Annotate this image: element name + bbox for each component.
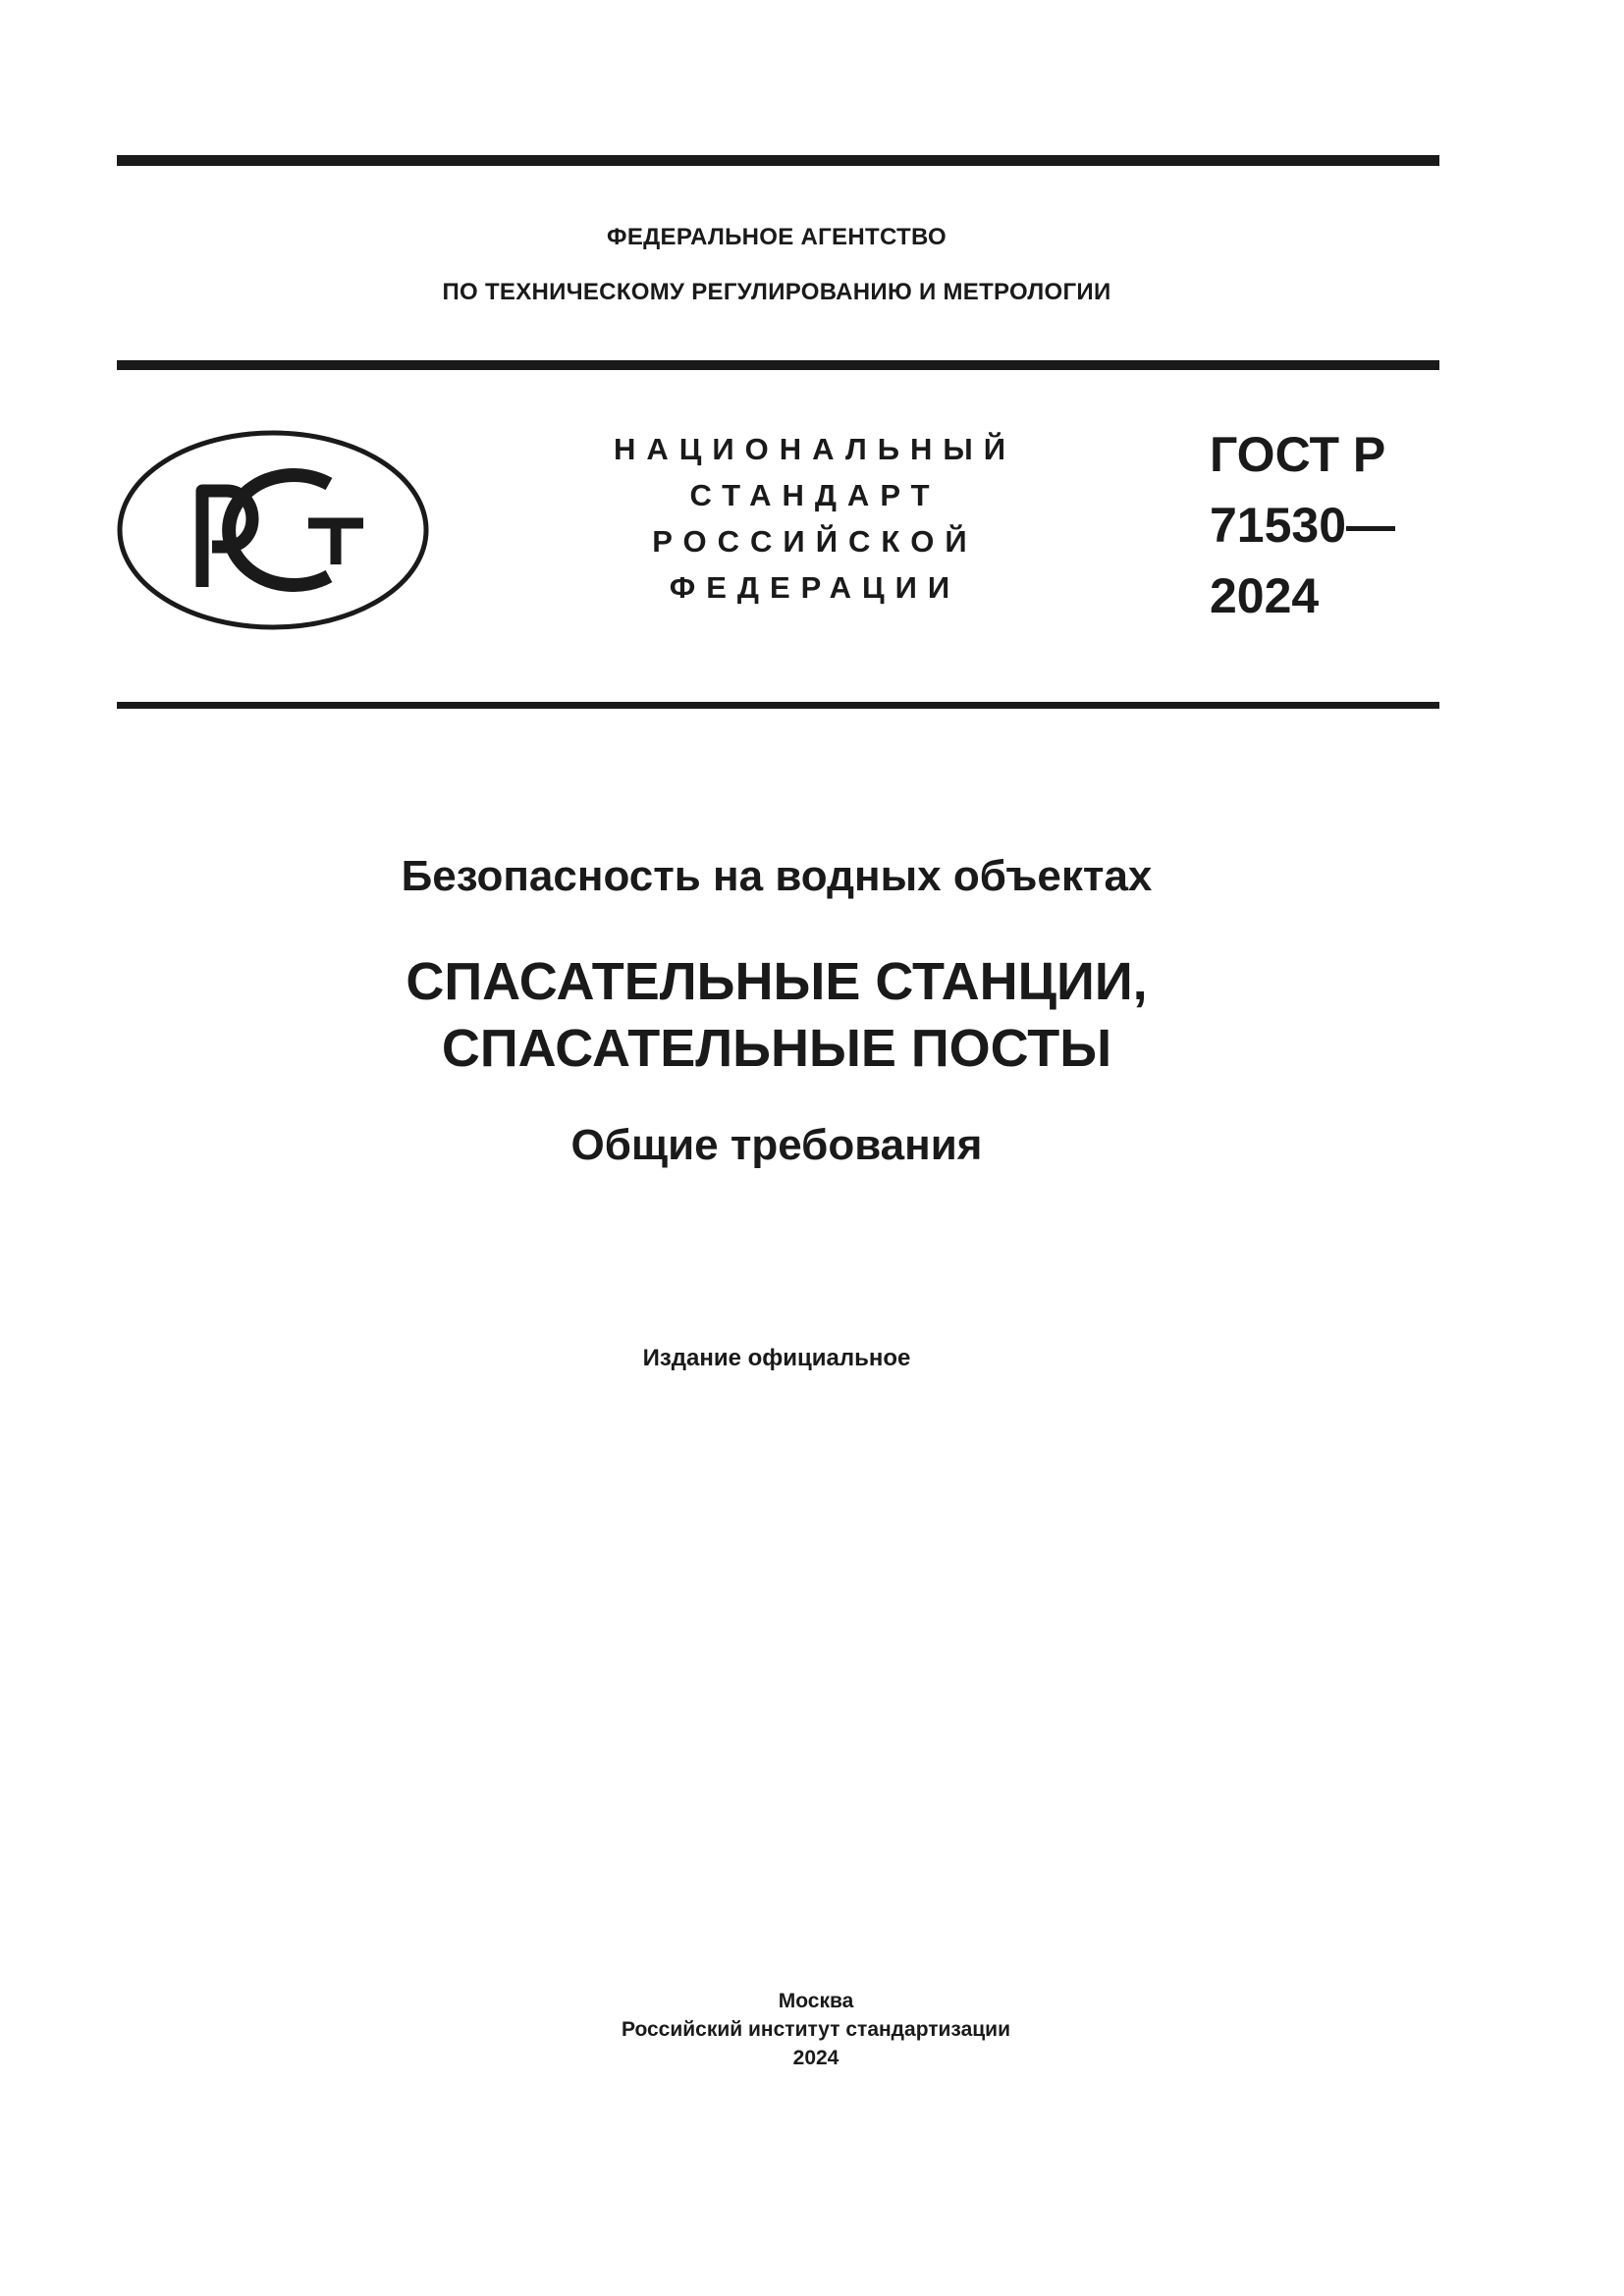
agency-line-1: ФЕДЕРАЛЬНОЕ АГЕНТСТВО	[607, 224, 947, 250]
document-title	[0, 948, 1553, 1082]
imprint-year: 2024	[792, 2047, 839, 2069]
document-title-line-2: СПАСАТЕЛЬНЫЕ ПОСТЫ	[441, 1019, 1112, 1078]
document-subject: Безопасность на водных объектах	[401, 852, 1153, 900]
document-title-line-1: СПАСАТЕЛЬНЫЕ СТАНЦИИ,	[406, 952, 1148, 1011]
standard-type-line-4: ФЕДЕРАЦИИ	[669, 570, 961, 605]
designation-line-2: 71530—	[1210, 498, 1396, 553]
edition-note: Издание официальное	[642, 1345, 911, 1371]
document-subtitle: Общие требования	[570, 1121, 983, 1169]
standard-type	[589, 426, 1041, 611]
imprint-city: Москва	[778, 1990, 854, 2012]
imprint-publisher: Российский институт стандартизации	[621, 2018, 1011, 2041]
designation-line-3: 2024	[1210, 568, 1320, 623]
title-block-rule	[117, 702, 1439, 709]
agency-line-2: ПО ТЕХНИЧЕСКОМУ РЕГУЛИРОВАНИЮ И МЕТРОЛОГИИ	[442, 279, 1111, 305]
standard-type-line-3: РОССИЙСКОЙ	[652, 524, 978, 559]
standard-type-line-1: НАЦИОНАЛЬНЫЙ	[613, 432, 1017, 466]
header-rule	[117, 360, 1439, 370]
designation-line-1: ГОСТ Р	[1210, 427, 1386, 482]
imprint	[0, 1987, 1624, 2072]
standard-designation	[1210, 419, 1395, 631]
top-rule	[117, 155, 1439, 166]
rst-certification-mark-icon	[116, 429, 430, 631]
standard-type-line-2: СТАНДАРТ	[689, 478, 941, 512]
